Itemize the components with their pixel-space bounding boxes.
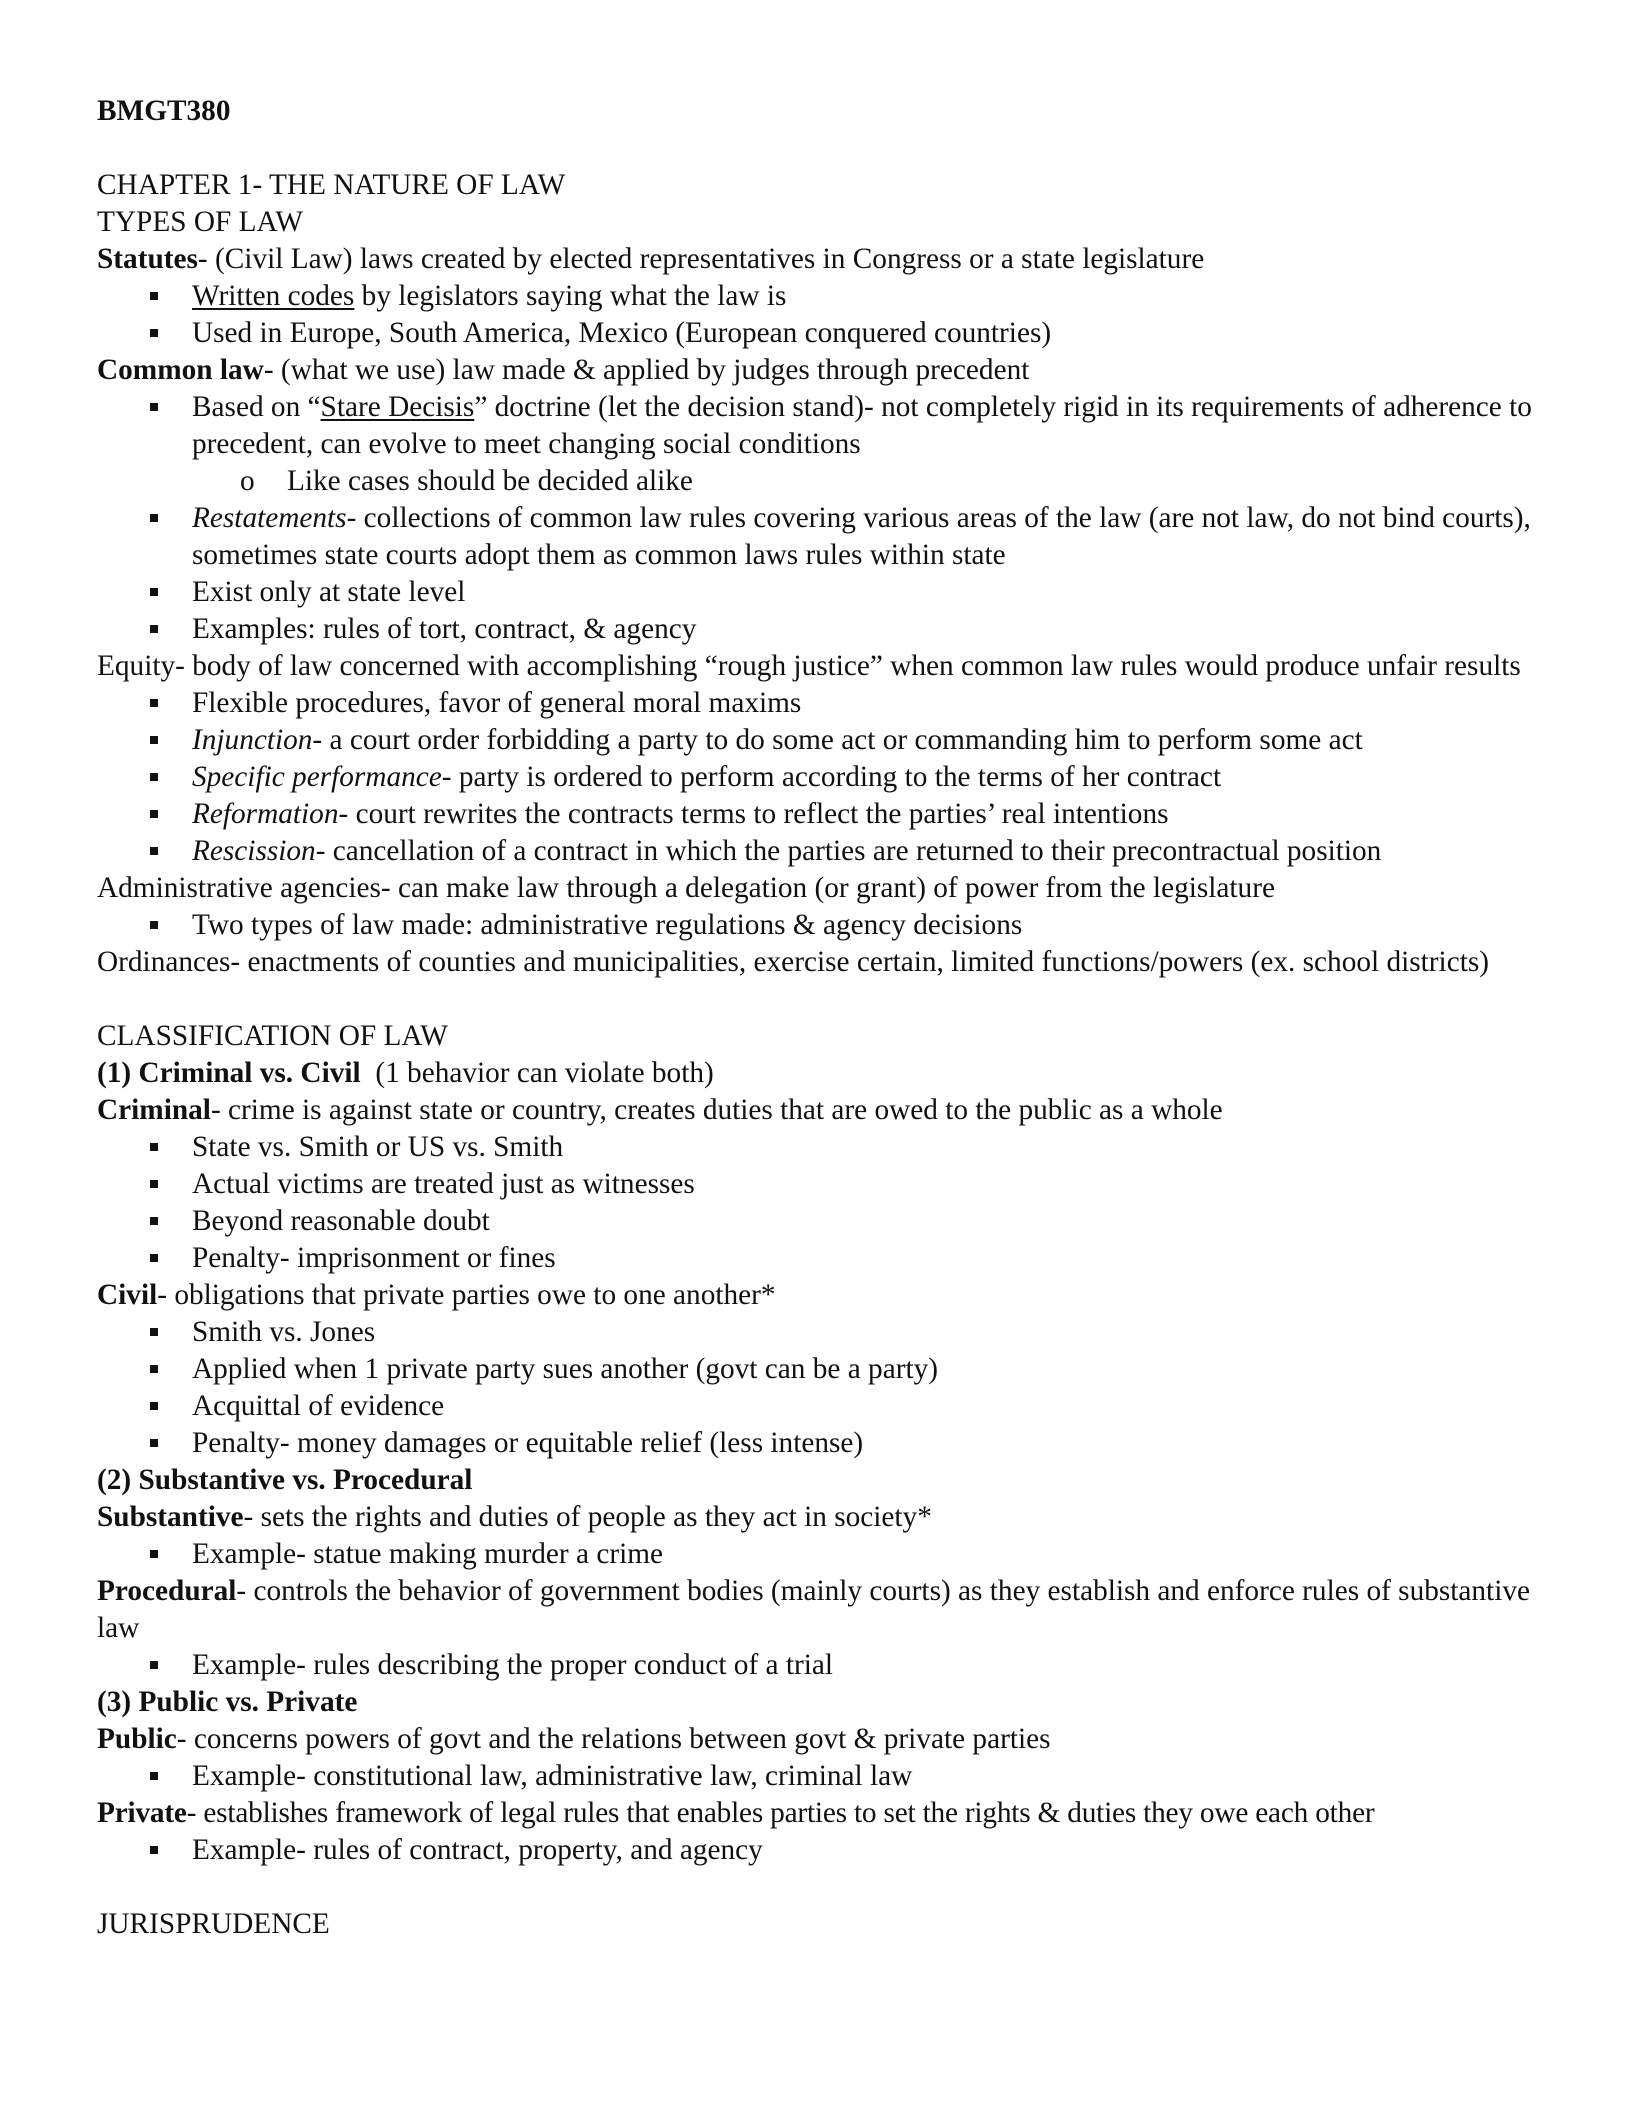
list-item: Example- rules describing the proper conduct of a trial (192, 1647, 1540, 1684)
criminal-definition (97, 1092, 1540, 1129)
rescission-term: Rescission (192, 835, 316, 867)
injunction-term: Injunction (192, 724, 313, 756)
specific-performance-term: Specific performance (192, 761, 442, 793)
list-item: Applied when 1 private party sues another (govt can be a party) (192, 1351, 1540, 1388)
public-term: Public (97, 1723, 177, 1755)
list-item: State vs. Smith or US vs. Smith (192, 1129, 1540, 1166)
procedural-definition (97, 1573, 1540, 1647)
statutes-term: Statutes (97, 243, 198, 275)
list-item-text: - collections of common law rules covering various areas of the law (are not law, do not bind courts), sometimes state courts adopt them as common laws rules within state (192, 502, 1531, 571)
list-item: Two types of law made: administrative regulations & agency decisions (192, 907, 1540, 944)
list-item (192, 759, 1540, 796)
procedural-def-text: - controls the behavior of government bodies (mainly courts) as they establish and enforce rules of substantive law (97, 1575, 1530, 1644)
written-codes-term: Written codes (192, 280, 355, 312)
public-definition (97, 1721, 1540, 1758)
substantive-term: Substantive (97, 1501, 244, 1533)
stare-decisis-term: Stare Decisis (320, 391, 475, 423)
criminal-list (97, 1129, 1540, 1277)
sub-bullet-marker: o (240, 465, 255, 497)
criminal-def-text: - crime is against state or country, creates duties that are owed to the public as a whole (210, 1094, 1223, 1126)
admin-list (97, 907, 1540, 944)
private-list (97, 1832, 1540, 1869)
sub-list-item (240, 463, 1540, 500)
list-item-text: ” doctrine (let the decision stand)- not completely rigid in its requirements of adherence to precedent, can evolve to meet changing social conditions (192, 391, 1532, 460)
jurisprudence-heading: JURISPRUDENCE (97, 1908, 330, 1940)
statutes-def-text: - (Civil Law) laws created by elected representatives in Congress or a state legislature (197, 243, 1205, 275)
list-item: Example- statue making murder a crime (192, 1536, 1540, 1573)
criminal-term: Criminal (97, 1094, 211, 1126)
list-item: Examples: rules of tort, contract, & agency (192, 611, 1540, 648)
list-item: Actual victims are treated just as witnesses (192, 1166, 1540, 1203)
civil-definition (97, 1277, 1540, 1314)
common-law-definition (97, 352, 1540, 389)
list-item-text: - cancellation of a contract in which the parties are returned to their precontractual position (315, 835, 1382, 867)
list-item: Penalty- money damages or equitable relief (less intense) (192, 1425, 1540, 1462)
list-item: Exist only at state level (192, 574, 1540, 611)
criminal-civil-heading-note: (1 behavior can violate both) (360, 1057, 714, 1089)
criminal-civil-heading-bold: (1) Criminal vs. Civil (97, 1057, 361, 1089)
civil-term: Civil (97, 1279, 158, 1311)
list-item: Beyond reasonable doubt (192, 1203, 1540, 1240)
private-definition (97, 1795, 1540, 1832)
list-item (192, 278, 1540, 315)
admin-agencies-definition: Administrative agencies- can make law through a delegation (or grant) of power from the legislature (97, 872, 1275, 904)
sub-list (192, 463, 1540, 500)
statutes-list (97, 278, 1540, 352)
public-list (97, 1758, 1540, 1795)
list-item-text: Based on “ (192, 391, 321, 423)
list-item: Flexible procedures, favor of general moral maxims (192, 685, 1540, 722)
classification-heading: CLASSIFICATION OF LAW (97, 1020, 448, 1052)
common-law-term: Common law (97, 354, 264, 386)
public-private-heading: (3) Public vs. Private (97, 1686, 358, 1718)
list-item-text: - a court order forbidding a party to do some act or commanding him to perform some act (312, 724, 1363, 756)
list-item (192, 833, 1540, 870)
substantive-definition (97, 1499, 1540, 1536)
statutes-definition (97, 241, 1540, 278)
list-item: Smith vs. Jones (192, 1314, 1540, 1351)
common-law-def-text: - (what we use) law made & applied by judges through precedent (263, 354, 1030, 386)
sub-list-item-text: Like cases should be decided alike (287, 465, 693, 497)
spacer (97, 130, 1540, 167)
procedural-list (97, 1647, 1540, 1684)
procedural-term: Procedural (97, 1575, 237, 1607)
list-item: Penalty- imprisonment or fines (192, 1240, 1540, 1277)
list-item: Used in Europe, South America, Mexico (European conquered countries) (192, 315, 1540, 352)
substantive-def-text: - sets the rights and duties of people as they act in society* (243, 1501, 932, 1533)
civil-list (97, 1314, 1540, 1462)
list-item (192, 796, 1540, 833)
restatements-term: Restatements (192, 502, 347, 534)
list-item: Acquittal of evidence (192, 1388, 1540, 1425)
list-item-text: by legislators saying what the law is (354, 280, 787, 312)
list-item-text: - party is ordered to perform according to the terms of her contract (441, 761, 1222, 793)
spacer (97, 1869, 1540, 1906)
ordinances-definition: Ordinances- enactments of counties and municipalities, exercise certain, limited functions/powers (ex. school districts) (97, 946, 1489, 978)
criminal-civil-heading (97, 1055, 1540, 1092)
substantive-list (97, 1536, 1540, 1573)
equity-definition: Equity- body of law concerned with accomplishing “rough justice” when common law rules would produce unfair results (97, 650, 1521, 682)
public-def-text: - concerns powers of govt and the relations between govt & private parties (176, 1723, 1051, 1755)
equity-list (97, 685, 1540, 870)
course-code: BMGT380 (97, 95, 231, 127)
list-item (192, 500, 1540, 574)
private-term: Private (97, 1797, 187, 1829)
list-item (192, 722, 1540, 759)
list-item: Example- constitutional law, administrative law, criminal law (192, 1758, 1540, 1795)
civil-def-text: - obligations that private parties owe to one another* (157, 1279, 776, 1311)
spacer (97, 981, 1540, 1018)
substantive-procedural-heading: (2) Substantive vs. Procedural (97, 1464, 473, 1496)
types-of-law-heading: TYPES OF LAW (97, 206, 303, 238)
list-item (192, 389, 1540, 500)
private-def-text: - establishes framework of legal rules that enables parties to set the rights & duties they owe each other (186, 1797, 1375, 1829)
list-item: Example- rules of contract, property, and agency (192, 1832, 1540, 1869)
common-law-list (97, 389, 1540, 648)
reformation-term: Reformation (192, 798, 339, 830)
list-item-text: - court rewrites the contracts terms to reflect the parties’ real intentions (338, 798, 1169, 830)
chapter-title: CHAPTER 1- THE NATURE OF LAW (97, 169, 566, 201)
